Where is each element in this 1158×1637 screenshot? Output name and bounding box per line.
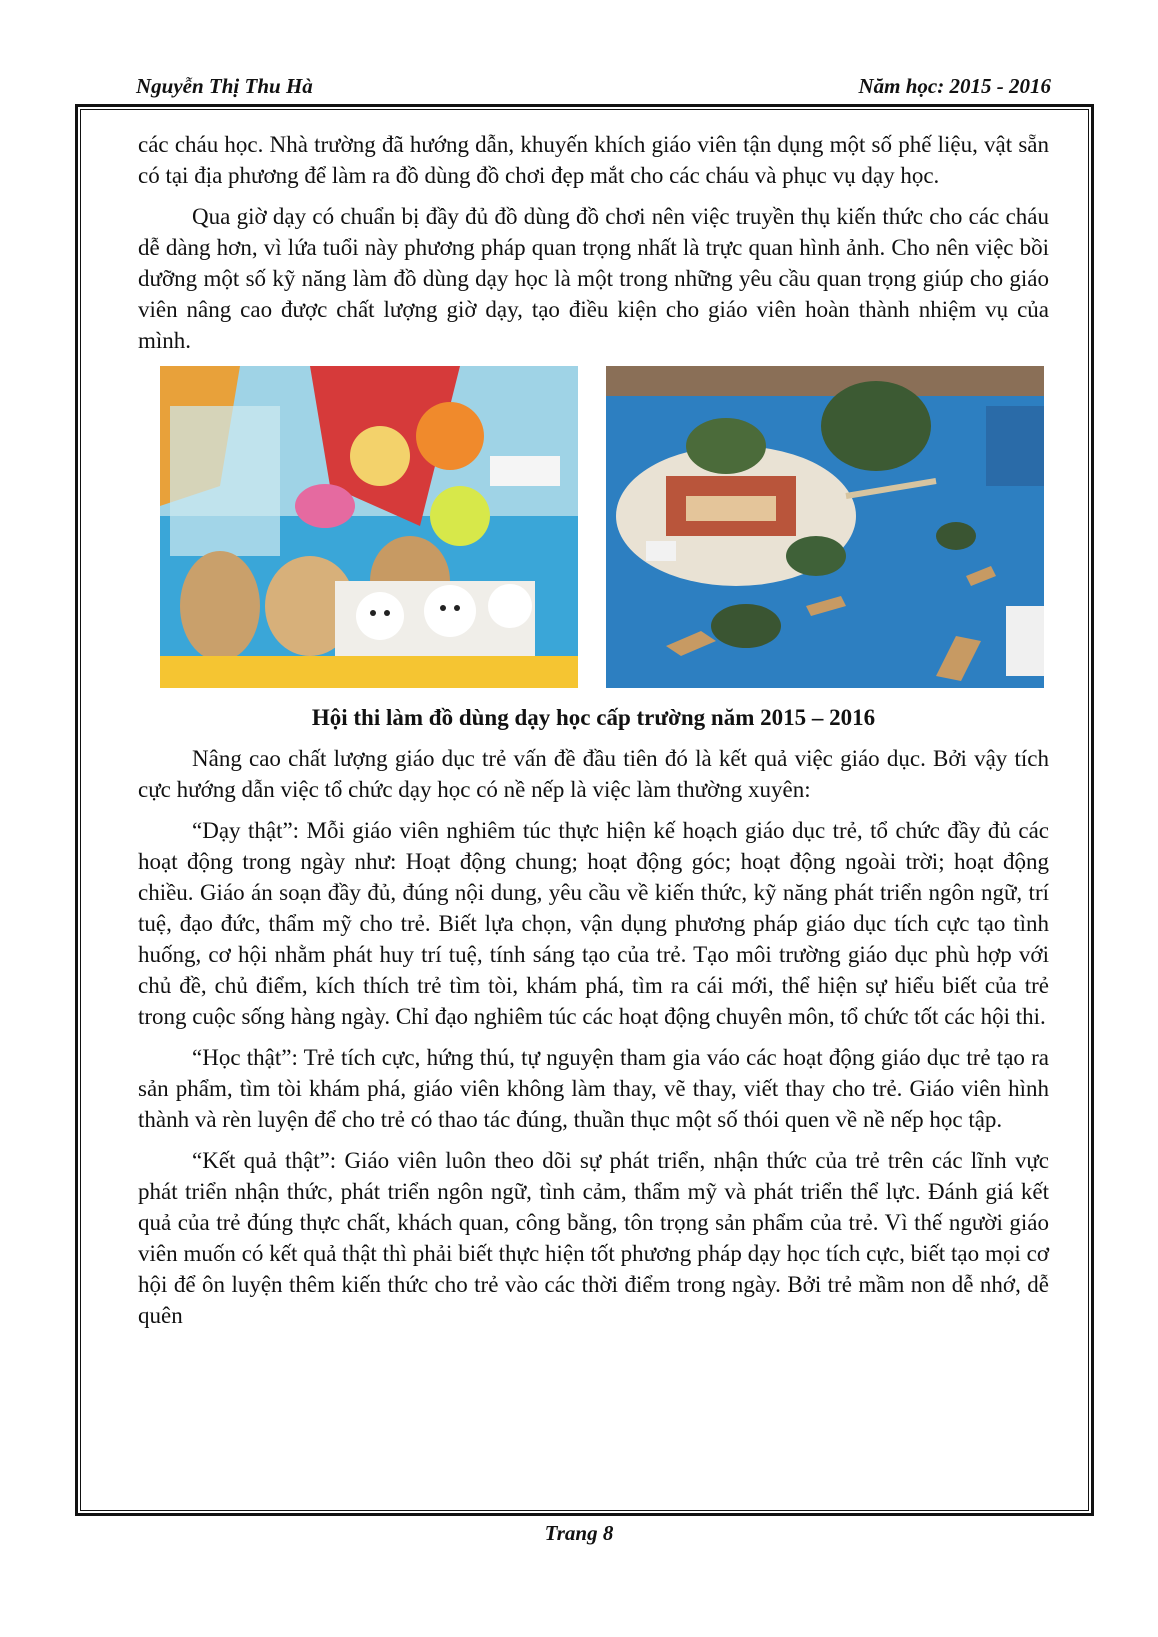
island-model-image [606, 366, 1044, 688]
paragraph-1: các cháu học. Nhà trường đã hướng dẫn, khuyến khích giáo viên tận dụng một số phế liệu, vật sẵn có tại địa phương để làm ra đồ dùng đồ chơi đẹp mắt cho các cháu và phục vụ dạy học. [138, 132, 1049, 188]
school-year: Năm học: 2015 - 2016 [858, 74, 1051, 98]
page-header [136, 74, 1051, 104]
teaching-toys-photo [160, 366, 578, 688]
paragraph-ket-qua-that: “Kết quả thật”: Giáo viên luôn theo dõi sự phát triển, nhận thức của trẻ trên các lĩnh vực phát triển nhận thức, phát triển ngôn ngữ, tình cảm, thẩm mỹ và phát triển thể lực. Đánh giá kết quả của trẻ đúng thực chất, khách quan, công bằng, tôn trọng sản phẩm của trẻ. Vì thế người giáo viên muốn có kết quả thật thì phải biết thực hiện tốt phương pháp dạy học tích cực, biết tạo mọi cơ hội để ôn luyện thêm kiến thức cho trẻ vào các thời điểm trong ngày. Bởi trẻ mầm non dễ nhớ, dễ quên [138, 1148, 1049, 1328]
photo-row [138, 366, 1049, 688]
paragraph-2: Qua giờ dạy có chuẩn bị đầy đủ đồ dùng đồ chơi nên việc truyền thụ kiến thức cho các cháu dễ dàng hơn, vì lứa tuổi này phương pháp quan trọng nhất là trực quan hình ảnh. Cho nên việc bồi dưỡng một số kỹ năng làm đồ dùng dạy học là một trong những yêu cầu quan trọng giúp cho giáo viên nâng cao được chất lượng giờ dạy, tạo điều kiện cho giáo viên hoàn thành nhiệm vụ của mình. [138, 204, 1049, 353]
island-model-photo [606, 366, 1044, 688]
page-body [138, 129, 1049, 1341]
author-name: Nguyễn Thị Thu Hà [136, 74, 313, 98]
paragraph-hoc-that: “Học thật”: Trẻ tích cực, hứng thú, tự nguyện tham gia váo các hoạt động giáo dục trẻ tạo ra sản phẩm, tìm tòi khám phá, giáo viên không làm thay, vẽ thay, viết thay cho trẻ. Giáo viên hình thành và rèn luyện để cho trẻ có thao tác đúng, thuần thục một số thói quen về nề nếp học tập. [138, 1045, 1049, 1132]
paragraph-3: Nâng cao chất lượng giáo dục trẻ vấn đề đầu tiên đó là kết quả việc giáo dục. Bởi vậy tích cực hướng dẫn việc tổ chức dạy học có nề nếp là việc làm thường xuyên: [138, 746, 1049, 802]
page-number: Trang 8 [544, 1521, 614, 1545]
teaching-toys-image [160, 366, 578, 688]
paragraph-day-that: “Dạy thật”: Mỗi giáo viên nghiêm túc thực hiện kế hoạch giáo dục trẻ, tổ chức đầy đủ các hoạt động trong ngày như: Hoạt động chung; hoạt động góc; hoạt động ngoài trời; hoạt động chiều. Giáo án soạn đầy đủ, đúng nội dung, yêu cầu về kiến thức, kỹ năng phát triển ngôn ngữ, trí tuệ, đạo đức, thẩm mỹ cho trẻ. Biết lựa chọn, vận dụng phương pháp giáo dục tích cực tạo tình huống, cơ hội nhằm phát huy trí tuệ, tính sáng tạo của trẻ. Tạo môi trường giáo dục phù hợp với chủ đề, chủ điểm, kích thích trẻ tìm tòi, khám phá, tìm ra cái mới, thể hiện sự hiểu biết của trẻ trong cuộc sống hàng ngày. Chỉ đạo nghiêm túc các hoạt động chuyên môn, tổ chức tốt các hội thi. [138, 818, 1049, 1029]
photo-caption: Hội thi làm đồ dùng dạy học cấp trường năm 2015 – 2016 [311, 705, 876, 730]
